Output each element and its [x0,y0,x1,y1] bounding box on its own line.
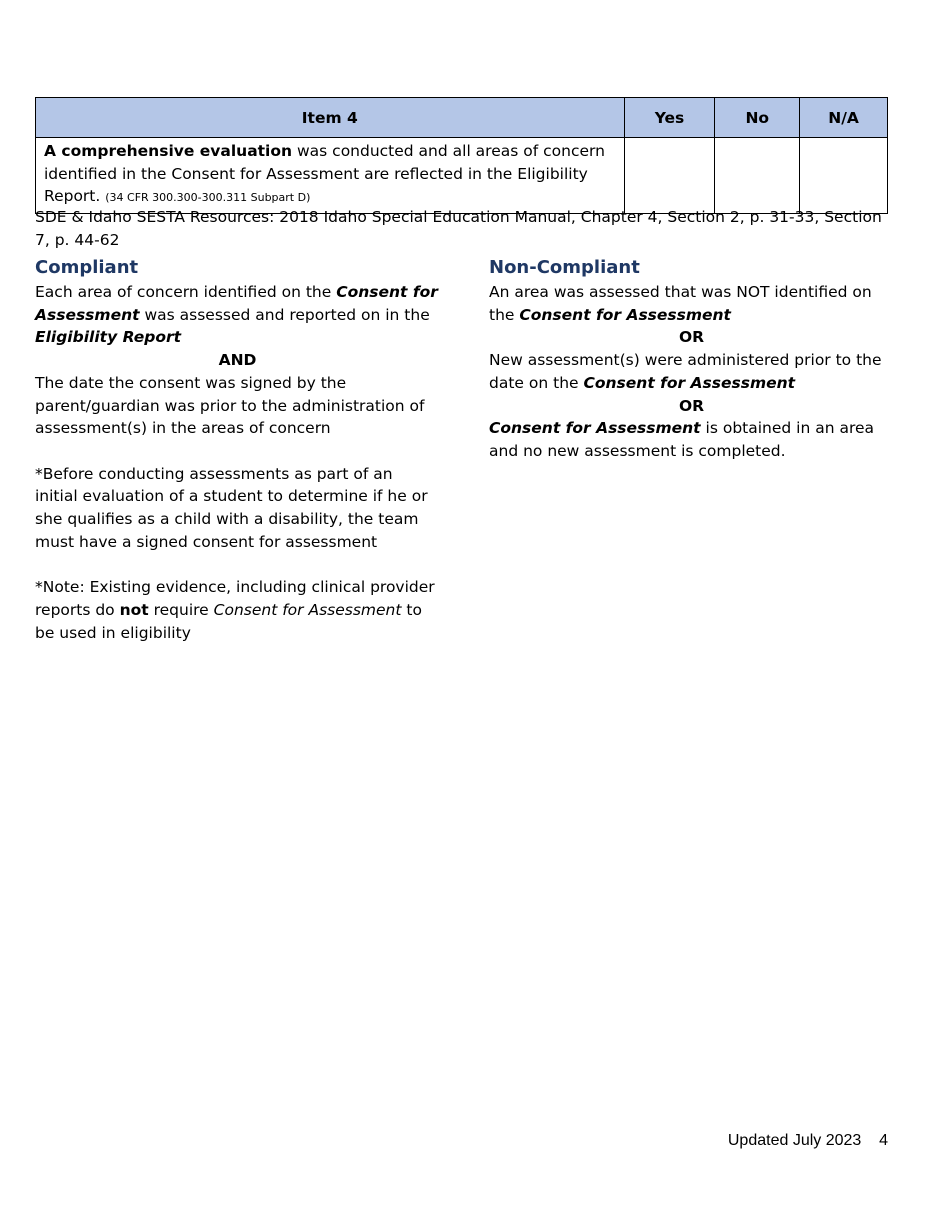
header-item: Item 4 [36,98,625,138]
compliant-note [35,576,440,644]
yes-cell[interactable] [624,138,715,214]
header-no: No [715,98,800,138]
compliant-column [35,256,440,644]
consent-for-assessment-emphasis: Consent for Assessment [489,419,701,438]
compliant-heading: Compliant [35,257,139,278]
text-run: Each area of concern identified on the [35,283,337,301]
page-footer [728,1132,888,1150]
item-checklist-table [35,97,888,214]
compliant-paragraph-2: The date the consent was signed by the parent/guardian was prior to the administration of assessment(s) in the areas of concern [35,373,425,438]
text-run: is obtained in an area and no new assessment is completed. [489,419,875,460]
compliant-paragraph-1 [35,281,440,349]
compliant-paragraph-3: *Before conducting assessments as part of an initial evaluation of a student to determine if he or she qualifies as a child with a disability, the team must have a signed consent for assessment [35,464,428,551]
text-run: New assessment(s) were administered prior to the date on the [489,351,882,392]
item-description-cell [36,138,625,214]
or-connector-2: OR [678,396,705,415]
na-cell[interactable] [800,138,888,214]
noncompliant-paragraph-1 [489,281,894,326]
item-bold-lead: A comprehensive evaluation [44,142,293,160]
consent-for-assessment-emphasis: Consent for Assessment [519,305,731,324]
consent-for-assessment-italic: Consent for Assessment [213,600,402,619]
text-run: require [148,600,214,619]
header-yes: Yes [624,98,715,138]
text-run: *Note: Existing evidence, including clinical provider reports do [35,578,435,619]
text-run: was assessed and reported on in the [139,305,430,324]
item-description-text: was conducted and all areas of concern identified in the Consent for Assessment are reflected in the Eligibility Report. [44,142,605,205]
no-cell[interactable] [715,138,800,214]
eligibility-report-emphasis: Eligibility Report [35,328,182,347]
and-connector: AND [218,351,257,370]
or-connector-1: OR [678,328,705,347]
updated-date: Updated July 2023 [727,1132,862,1149]
consent-for-assessment-emphasis: Consent for Assessment [583,373,796,392]
noncompliant-column [489,256,894,463]
noncompliant-paragraph-3 [489,417,894,462]
spacer [35,440,440,463]
text-run: An area was assessed that was NOT identified on the [489,283,872,324]
consent-for-assessment-emphasis: Consent for Assessment [35,283,438,324]
header-na: N/A [800,98,888,138]
not-emphasis: not [119,600,149,619]
noncompliant-paragraph-2 [489,349,894,394]
page-number: 4 [879,1132,888,1149]
spacer [35,553,440,576]
table-row [36,138,888,214]
noncompliant-heading: Non-Compliant [489,257,640,278]
text-run: to be used in eligibility [35,600,422,642]
resources-text: SDE & Idaho SESTA Resources: 2018 Idaho Special Education Manual, Chapter 4, Section 2, p. 31-33, Section 7, p. 44-62 [35,208,882,249]
item-citation: (34 CFR 300.300-300.311 Subpart D) [105,191,311,204]
